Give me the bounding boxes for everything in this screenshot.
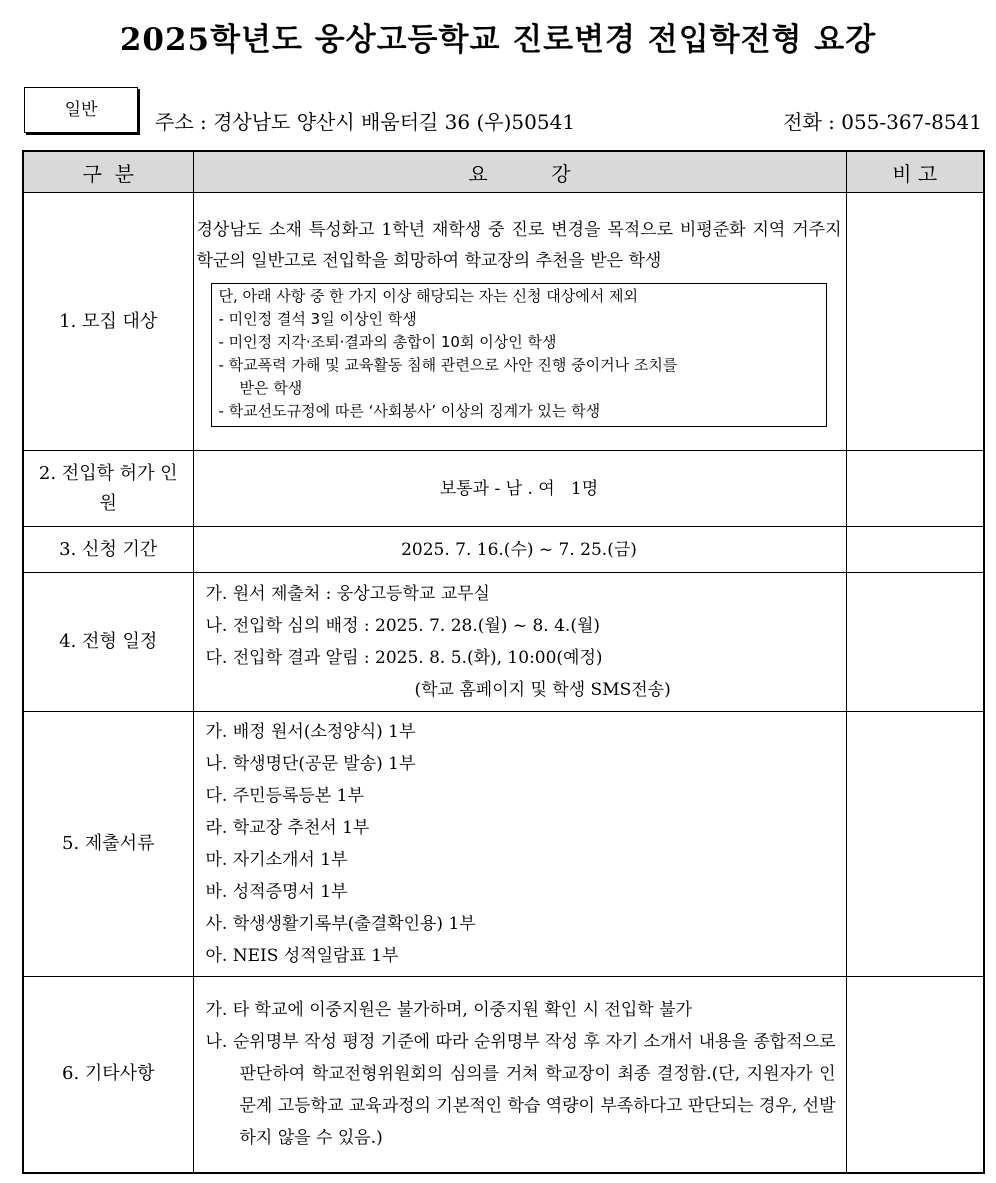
exclusion-item: - 미인정 지각·조퇴·결과의 총합이 10회 이상인 학생 — [218, 332, 557, 351]
row-label-quota: 2. 전입학 허가 인원 — [23, 451, 193, 527]
row-content-recruit — [193, 193, 846, 451]
row-remarks-documents — [846, 712, 984, 977]
document-item: 바. 성적증명서 1부 — [205, 882, 348, 902]
exclusion-item-continued: 받은 학생 — [239, 378, 303, 397]
school-address: 주소 : 경상남도 양산시 배움터길 36 (우)50541 — [155, 110, 576, 134]
document-item: 아. NEIS 성적일람표 1부 — [205, 946, 399, 966]
row-label-period: 3. 신청 기간 — [23, 527, 193, 573]
category-badge: 일반 — [24, 87, 138, 133]
row-label-schedule: 4. 전형 일정 — [23, 573, 193, 712]
table-row-schedule — [23, 573, 984, 712]
row-remarks-period — [846, 527, 984, 573]
schedule-item: 나. 전입학 심의 배정 : 2025. 7. 28.(월) ~ 8. 4.(월) — [205, 616, 601, 636]
exclusion-item: - 미인정 결석 3일 이상인 학생 — [218, 309, 417, 328]
table-row-recruit — [23, 193, 984, 451]
document-item: 가. 배정 원서(소정양식) 1부 — [205, 722, 416, 742]
row-content-schedule — [193, 573, 846, 712]
etc-item: 가. 타 학교에 이중지원은 불가하며, 이중지원 확인 시 전입학 불가 — [205, 1000, 692, 1021]
row-content-etc — [193, 977, 846, 1173]
exclusion-note-title: 단, 아래 사항 중 한 가지 이상 해당되는 자는 신청 대상에서 제외 — [218, 286, 638, 305]
table-row-quota — [23, 451, 984, 527]
document-item: 사. 학생생활기록부(출결확인용) 1부 — [205, 914, 476, 934]
document-item: 다. 주민등록등본 1부 — [205, 786, 364, 806]
table-row-etc — [23, 977, 984, 1173]
row-content-documents — [193, 712, 846, 977]
document-item: 마. 자기소개서 1부 — [205, 850, 348, 870]
etc-item: 나. 순위명부 작성 평정 기준에 따라 순위명부 작성 후 자기 소개서 내용을 종합적으로 판단하여 학교전형위원회의 심의를 거쳐 학교장이 최종 결정함.(단, 지원자가 인문계 고등학교 교육과정의 기본적인 학습 역량이 부족하다고 판단되는 경우, 선발하지 않을 수 있음.) — [205, 1032, 836, 1149]
row-label-documents: 5. 제출서류 — [23, 712, 193, 977]
exclusion-item: - 학교선도규정에 따른 ‘사회봉사’ 이상의 징계가 있는 학생 — [218, 401, 601, 420]
row-content-period: 2025. 7. 16.(수) ~ 7. 25.(금) — [193, 527, 846, 573]
admission-guideline-table — [22, 150, 985, 1174]
recruit-description: 경상남도 소재 특성화고 1학년 재학생 중 진로 변경을 목적으로 비평준화 지역 거주지 학군의 일반고로 전입학을 희망하여 학교장의 추천을 받은 학생 — [196, 219, 842, 271]
row-remarks-recruit — [846, 193, 984, 451]
document-item: 라. 학교장 추천서 1부 — [205, 818, 370, 838]
schedule-item: 가. 원서 제출처 : 웅상고등학교 교무실 — [205, 584, 490, 604]
header-details: 요 강 — [193, 151, 846, 193]
exclusion-note-box — [211, 283, 827, 427]
row-content-quota: 보통과 - 남 . 여 1명 — [193, 451, 846, 527]
page-title: 2025학년도 웅상고등학교 진로변경 전입학전형 요강 — [119, 22, 877, 58]
table-header-row — [23, 151, 984, 193]
table-row-documents — [23, 712, 984, 977]
row-remarks-schedule — [846, 573, 984, 712]
school-phone: 전화 : 055-367-8541 — [783, 110, 982, 134]
table-row-period — [23, 527, 984, 573]
exclusion-item: - 학교폭력 가해 및 교육활동 침해 관련으로 사안 진행 중이거나 조치를 — [218, 355, 678, 374]
header-category: 구 분 — [23, 151, 193, 193]
schedule-item-note: (학교 홈페이지 및 학생 SMS전송) — [414, 680, 671, 700]
document-item: 나. 학생명단(공문 발송) 1부 — [205, 754, 416, 774]
row-label-etc: 6. 기타사항 — [23, 977, 193, 1173]
row-label-recruit: 1. 모집 대상 — [23, 193, 193, 451]
row-remarks-quota — [846, 451, 984, 527]
header-remarks: 비 고 — [846, 151, 984, 193]
row-remarks-etc — [846, 977, 984, 1173]
schedule-item: 다. 전입학 결과 알림 : 2025. 8. 5.(화), 10:00(예정) — [205, 648, 603, 668]
